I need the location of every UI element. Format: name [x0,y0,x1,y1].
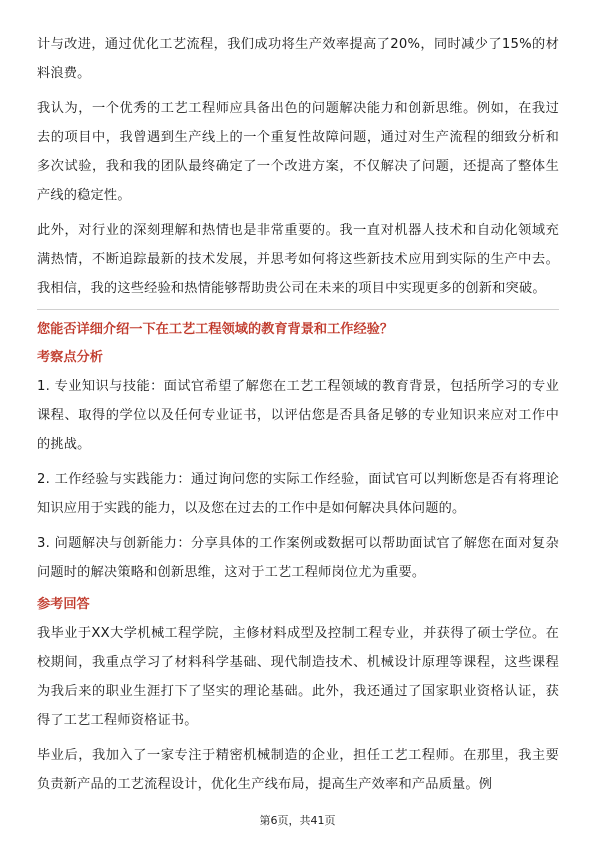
analysis-item-2: 2. 工作经验与实践能力：通过询问您的实际工作经验，面试官可以判断您是否有将理论知识应用于实践的能力，以及您在过去的工作中是如何解决具体问题的。 [37,472,559,516]
paragraph-continuation-1: 计与改进，通过优化工艺流程，我们成功将生产效率提高了20%，同时减少了15%的材料浪费。 [37,37,559,81]
question-heading: 您能否详细介绍一下在工艺工程领域的教育背景和工作经验？ [37,322,394,337]
analysis-item-3: 3. 问题解决与创新能力：分享具体的工作案例或数据可以帮助面试官了解您在面对复杂问题时的解决策略和创新思维，这对于工艺工程师岗位尤为重要。 [37,536,559,580]
answer-paragraph-1: 我毕业于XX大学机械工程学院，主修材料成型及控制工程专业，并获得了硕士学位。在校期间，我重点学习了材料科学基础、现代制造技术、机械设计原理等课程，这些课程为我后来的职业生涯打下了坚实的理论基础。此外，我还通过了国家职业资格认证，获得了工艺工程师资格证书。 [37,626,559,728]
paragraph-continuation-3: 此外，对行业的深刻理解和热情也是非常重要的。我一直对机器人技术和自动化领域充满热情，不断追踪最新的技术发展，并思考如何将这些新技术应用到实际的生产中去。我相信，我的这些经验和热情能够帮助贵公司在未来的项目中实现更多的创新和突破。 [37,223,559,296]
analysis-item-1: 1. 专业知识与技能：面试官希望了解您在工艺工程领域的教育背景，包括所学习的专业课程、取得的学位以及任何专业证书，以评估您是否具备足够的专业知识来应对工作中的挑战。 [37,379,559,452]
answer-heading: 参考回答 [37,597,90,612]
paragraph-continuation-2: 我认为，一个优秀的工艺工程师应具备出色的问题解决能力和创新思维。例如，在我过去的项目中，我曾遇到生产线上的一个重复性故障问题，通过对生产流程的细致分析和多次试验，我和我的团队最终确定了一个改进方案，不仅解决了问题，还提高了整体生产线的稳定性。 [37,101,559,203]
page-content [37,30,559,805]
page-footer: 第6页，共41页 [259,814,336,827]
analysis-heading: 考察点分析 [37,350,103,365]
section-divider [37,309,559,310]
answer-paragraph-2: 毕业后，我加入了一家专注于精密机械制造的企业，担任工艺工程师。在那里，我主要负责新产品的工艺流程设计，优化生产线布局，提高生产效率和产品质量。例 [37,748,559,792]
